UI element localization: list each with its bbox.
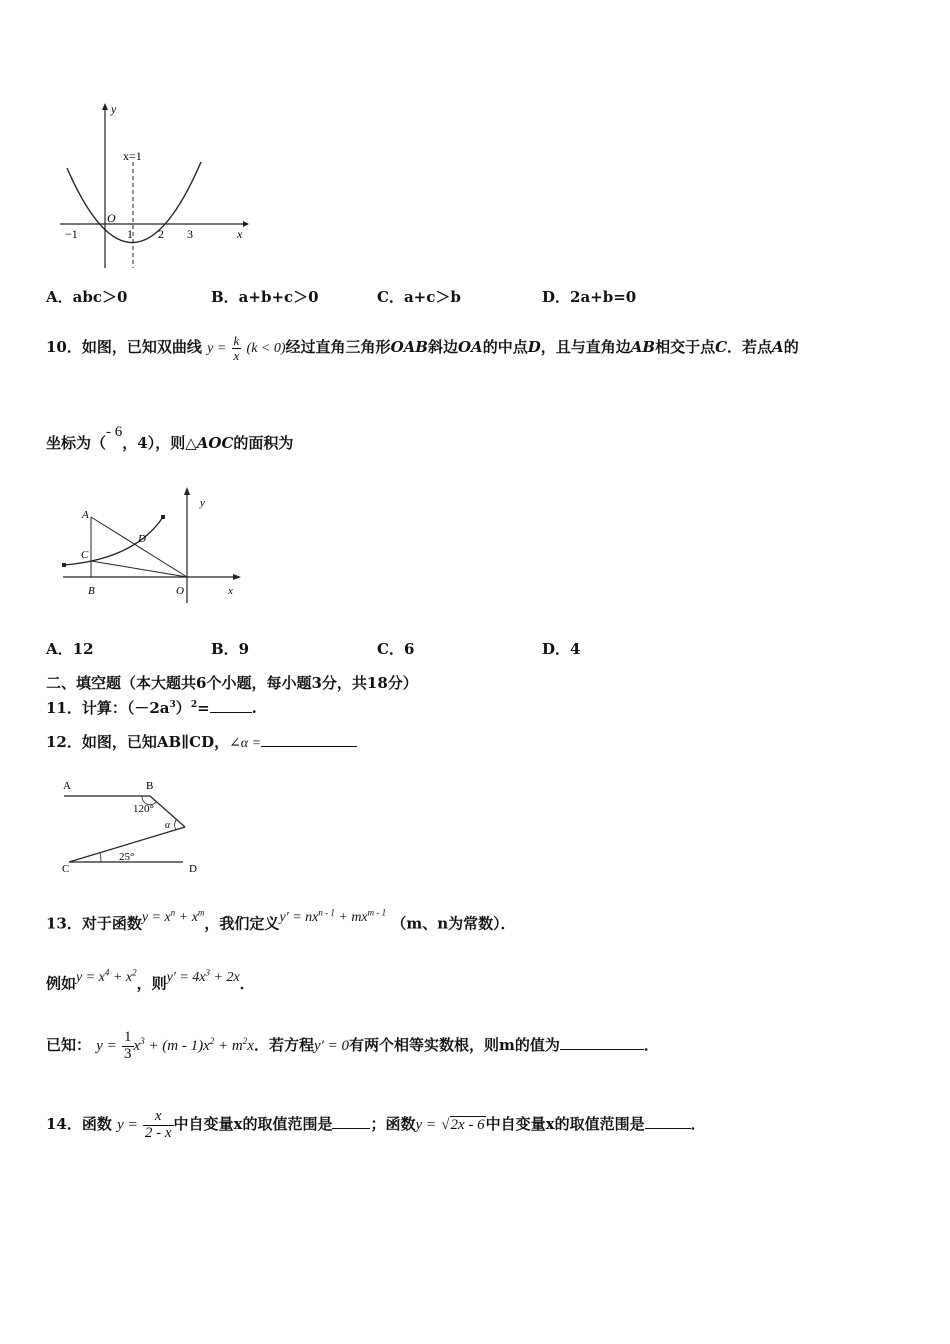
q9-option-c: C．a+c＞b xyxy=(377,288,461,306)
x-label: x xyxy=(237,227,243,241)
side-oa xyxy=(91,517,187,577)
q9-option-a: A．abc＞0 xyxy=(46,288,128,306)
label-c: C xyxy=(81,549,89,561)
label-d: D xyxy=(189,863,197,875)
q10-option-b: B．9 xyxy=(211,640,250,658)
q10-line1: 10．如图，已知双曲线 y = $\frac{k}{x}$ (k < 0)经过直角三角形OAB斜边OA的中点D，且与直角边AB相交于点C．若点A的 xyxy=(46,332,799,363)
q13-derivative-def: $y' = nx^{n - 1} + mx^{m - 1}$ xyxy=(279,907,387,925)
x-axis-arrow xyxy=(243,221,249,227)
q11: 11．计算：$(-2a^3)^2=$ . xyxy=(46,699,257,717)
arc-25 xyxy=(100,853,101,862)
label-a: A xyxy=(82,509,89,521)
q14-func2-root: √2x - 6 xyxy=(441,1117,485,1133)
q10-line2: 坐标为（- 6，4），则△AOC的面积为 xyxy=(46,424,294,452)
label-x: x xyxy=(228,585,233,597)
section-heading: 二、填空题（本大题共6个小题，每小题3分，共18分） xyxy=(46,674,418,692)
q13-equation: y′ = 0 xyxy=(313,1038,350,1054)
q12-parallel-figure xyxy=(55,775,205,875)
curve-end-right xyxy=(161,515,165,519)
label-a: A xyxy=(63,780,71,792)
arc-alpha xyxy=(175,820,176,830)
tick-1: 1 xyxy=(127,227,133,241)
q10-formula-cond: (k < 0) xyxy=(246,341,286,356)
q9-parabola-graph xyxy=(55,100,255,275)
tick-2: 2 xyxy=(158,227,164,241)
label-alpha: α xyxy=(165,820,171,831)
q14-answer-blank-2[interactable] xyxy=(645,1100,691,1129)
q10-option-a: A．12 xyxy=(46,640,94,658)
q14-func2-lhs: y = xyxy=(415,1117,437,1133)
parabola-curve xyxy=(67,162,201,243)
q13-line1: 13．对于函数$y = x^n + x^m$，我们定义$y' = nx^{n - 1} + mx^{m - 1}$ （m、n为常数）． xyxy=(46,907,516,933)
q14-func1-fraction: $\frac{x}{2 - x}$ xyxy=(144,1107,172,1141)
label-b: B xyxy=(146,780,154,792)
q10-option-d: D．4 xyxy=(542,640,581,658)
q13-example: $y = x^4 + x^2$ xyxy=(76,967,137,985)
q10-hyperbola-figure xyxy=(55,485,250,605)
q12-answer-blank[interactable] xyxy=(261,746,357,747)
q14-func1-lhs: y = xyxy=(117,1117,138,1133)
tick-3: 3 xyxy=(187,227,193,241)
q10-neg6: - 6 xyxy=(106,424,123,440)
curve-end-left xyxy=(62,563,66,567)
q13-given-lhs: y = xyxy=(96,1038,117,1054)
origin-label: O xyxy=(107,211,116,225)
label-o: O xyxy=(176,585,184,597)
label-25: 25° xyxy=(119,851,135,863)
segment-oc xyxy=(91,561,187,577)
label-d: D xyxy=(138,533,146,545)
label-y: y xyxy=(200,497,205,509)
q12: 12．如图，已知AB∥CD，∠α = xyxy=(46,731,357,752)
q13-func: $y = x^n + x^m$ xyxy=(141,907,205,925)
q13-example-derivative: $y' = 4x^3 + 2x$ xyxy=(166,967,240,985)
q12-angle: ∠α = xyxy=(229,736,262,751)
y-axis-arrow xyxy=(184,487,190,495)
label-c: C xyxy=(62,863,70,875)
q10-lead: 如图，已知双曲线 xyxy=(81,338,202,356)
q10-option-c: C．6 xyxy=(377,640,415,658)
axis-line-label: x=1 xyxy=(123,149,142,163)
q10-number: 10． xyxy=(46,338,82,356)
q10-formula-fraction: $\frac{k}{x}$ xyxy=(233,332,240,363)
q13-given-expr: $x^3 + (m - 1)x^2 + m^2x$ xyxy=(133,1036,254,1054)
q10-formula-lhs: y = xyxy=(207,341,227,356)
q14-answer-blank-1[interactable] xyxy=(332,1100,370,1129)
y-label: y xyxy=(111,102,117,116)
x-axis-arrow xyxy=(233,574,241,580)
q13-given-fraction: $\frac{1}{3}$ xyxy=(124,1028,132,1062)
hyperbola-curve xyxy=(64,517,163,565)
q13-line2: 例如$y = x^4 + x^2$，则$y' = 4x^3 + 2x$． xyxy=(46,967,255,993)
q13-answer-blank[interactable] xyxy=(560,1019,644,1050)
y-axis-arrow xyxy=(102,103,108,110)
q14: 14．函数 y = $\frac{x}{2 - x}$ 中自变量x的取值范围是 ；函数y = √2x - 6中自变量x的取值范围是 ． xyxy=(46,1100,706,1144)
q13-line3: 已知： y = $\frac{1}{3}$ $x^3 + (m - 1)x^2 + m^2x$．若方程y′ = 0有两个相等实数根，则m的值为 ． xyxy=(46,1018,659,1064)
label-120: 120° xyxy=(133,803,154,815)
q11-answer-blank[interactable] xyxy=(210,712,252,713)
tick-neg1: −1 xyxy=(65,227,78,241)
q9-option-b: B．a+b+c＞0 xyxy=(211,288,319,306)
q9-option-d: D．2a+b=0 xyxy=(542,288,637,306)
label-b: B xyxy=(88,585,95,597)
